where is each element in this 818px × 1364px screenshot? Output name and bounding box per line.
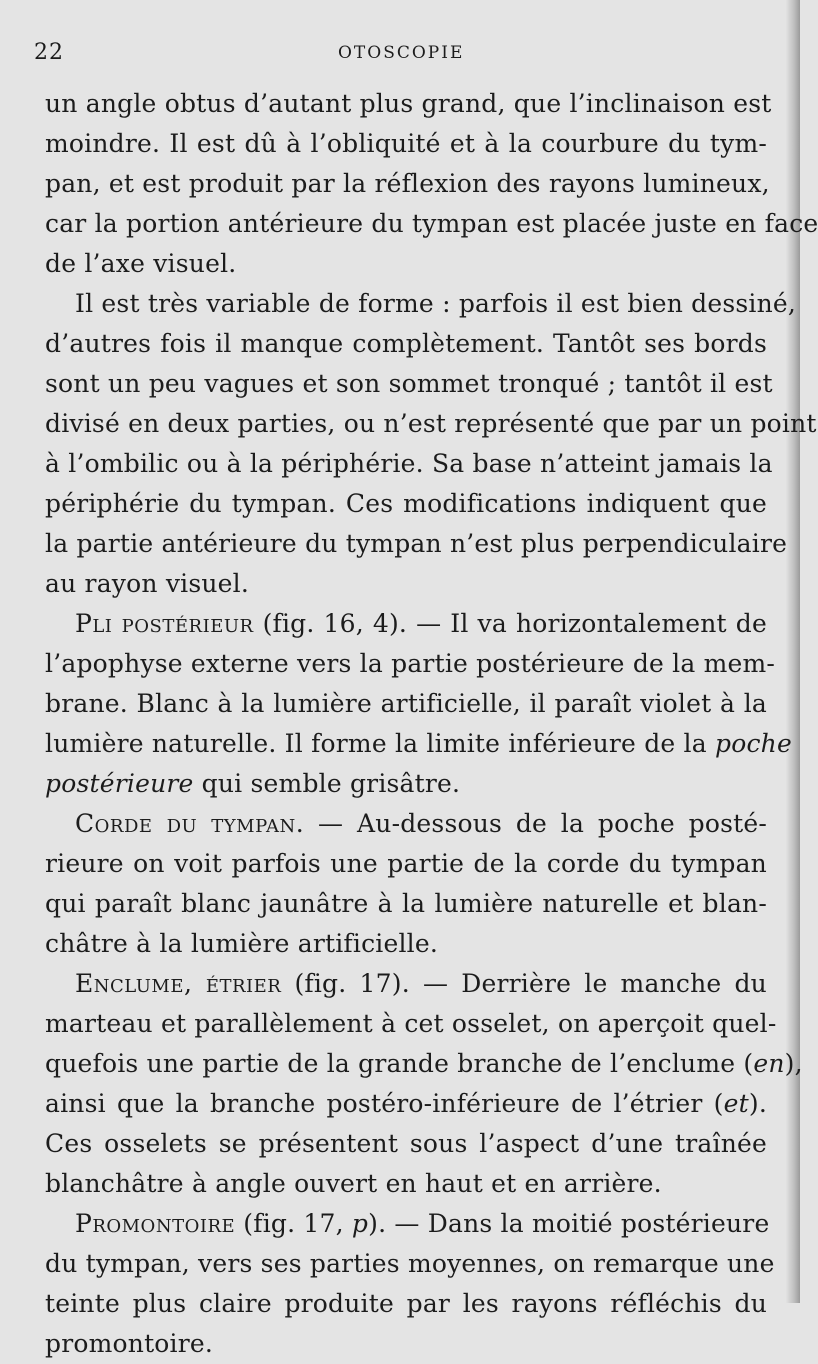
running-header (0, 38, 800, 68)
section-heading: Promontoire (75, 1209, 236, 1238)
text-line: à l’ombilic ou à la périphérie. Sa base n’atteint jamais la (45, 449, 773, 478)
text-line: qui paraît blanc jaunâtre à la lumière naturelle et blan- (45, 889, 767, 918)
text-line: blanchâtre à angle ouvert en haut et en arrière. (45, 1169, 662, 1198)
section-heading: Corde du tympan. (75, 809, 305, 838)
text-line: promontoire. (45, 1329, 214, 1358)
section-heading-line: Pli postérieur (fig. 16, 4). — Il va horizontalement de (75, 609, 767, 638)
text-line: de l’axe visuel. (45, 249, 237, 278)
text-line: divisé en deux parties, ou n’est représenté que par un point (45, 409, 817, 438)
section-heading-line: Enclume, étrier (fig. 17). — Derrière le manche du (75, 969, 767, 998)
text-line: l’apophyse externe vers la partie postérieure de la mem- (45, 649, 776, 678)
text-line: périphérie du tympan. Ces modifications indiquent que (45, 489, 767, 518)
text-line: d’autres fois il manque complètement. Tantôt ses bords (45, 329, 767, 358)
section-heading: Pli postérieur (75, 609, 254, 638)
text-line: ainsi que la branche postéro-inférieure de l’étrier (et). (45, 1089, 767, 1118)
text-line: teinte plus claire produite par les rayons réfléchis du (45, 1289, 767, 1318)
text-line: au rayon visuel. (45, 569, 250, 598)
text-line: pan, et est produit par la réflexion des rayons lumineux, (45, 169, 770, 198)
text-line: quefois une partie de la grande branche de l’enclume (en), (45, 1049, 803, 1078)
text-line: Ces osselets se présentent sous l’aspect d’une traînée (45, 1129, 767, 1158)
text-line: un angle obtus d’autant plus grand, que l’inclinaison est (45, 89, 772, 118)
section-heading: Enclume, étrier (75, 969, 282, 998)
text-line: Il est très variable de forme : parfois il est bien dessiné, (75, 289, 797, 318)
section-heading-line: Corde du tympan. — Au-dessous de la poche posté- (75, 809, 767, 838)
page-edge-shadow (786, 0, 800, 1303)
text-line: la partie antérieure du tympan n’est plus perpendiculaire (45, 529, 788, 558)
body-text (45, 84, 818, 1364)
running-title: OTOSCOPIE (338, 43, 465, 63)
text-line: brane. Blanc à la lumière artificielle, il paraît violet à la (45, 689, 767, 718)
text-line: du tympan, vers ses parties moyennes, on remarque une (45, 1249, 775, 1278)
text-line: postérieure qui semble grisâtre. (45, 769, 461, 798)
page-number: 22 (34, 40, 64, 65)
section-heading-line: Promontoire (fig. 17, p). — Dans la moitié postérieure (75, 1209, 770, 1238)
text-line: marteau et parallèlement à cet osselet, on aperçoit quel- (45, 1009, 777, 1038)
text-line: sont un peu vagues et son sommet tronqué ; tantôt il est (45, 369, 773, 398)
text-line: car la portion antérieure du tympan est placée juste en face (45, 209, 818, 238)
text-line: moindre. Il est dû à l’obliquité et à la courbure du tym- (45, 129, 767, 158)
text-line: lumière naturelle. Il forme la limite inférieure de la poche (45, 729, 792, 758)
text-line: châtre à la lumière artificielle. (45, 929, 439, 958)
text-line: rieure on voit parfois une partie de la corde du tympan (45, 849, 767, 878)
